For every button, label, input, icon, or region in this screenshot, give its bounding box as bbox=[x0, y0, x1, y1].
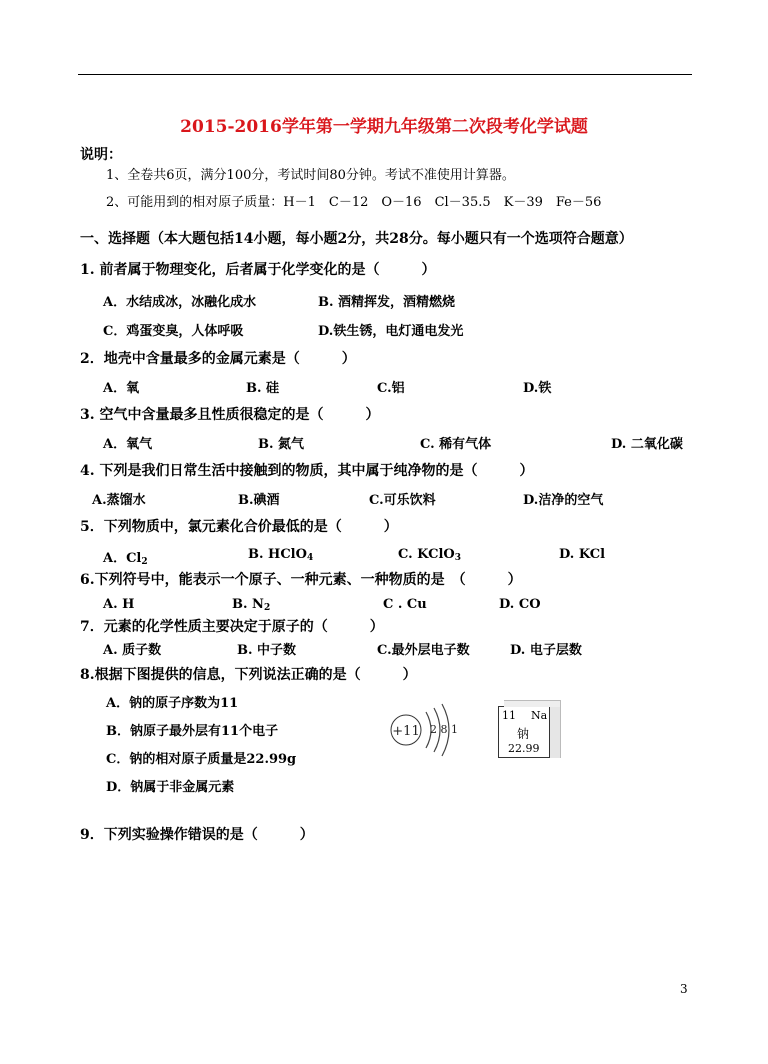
subscript: 2 bbox=[263, 603, 271, 613]
shell-electron-counts: 2 8 1 bbox=[430, 723, 458, 736]
question-3-option-c: C. 稀有气体 bbox=[420, 437, 492, 452]
subscript: 3 bbox=[454, 553, 461, 563]
question-1-option-d: D.铁生锈，电灯通电发光 bbox=[318, 324, 464, 339]
atomic-mass: 22.99 bbox=[508, 742, 540, 755]
question-7-option-b: B. 中子数 bbox=[237, 643, 297, 658]
question-4-stem: 4. 下列是我们日常生活中接触到的物质，其中属于纯净物的是（ ） bbox=[80, 463, 534, 479]
question-8-option-a: A．钠的原子序数为11 bbox=[106, 696, 239, 711]
question-3-stem: 3. 空气中含量最多且性质很稳定的是（ ） bbox=[80, 407, 380, 423]
question-2-option-a: A．氧 bbox=[103, 381, 140, 396]
question-5-option-d: D. KCl bbox=[559, 547, 606, 562]
question-8-option-b: B．钠原子最外层有11个电子 bbox=[106, 724, 279, 739]
question-2-stem: 2．地壳中含量最多的金属元素是（ ） bbox=[80, 351, 356, 367]
tile-shadow-side bbox=[550, 700, 561, 758]
question-7-stem: 7．元素的化学性质主要决定于原子的（ ） bbox=[80, 619, 384, 635]
question-6-option-d: D. CO bbox=[499, 597, 541, 612]
question-2-option-b: B. 硅 bbox=[246, 381, 280, 396]
tile-shadow-top bbox=[504, 700, 560, 707]
question-5-option-c bbox=[398, 547, 461, 563]
question-1-option-b: B. 酒精挥发，酒精燃烧 bbox=[318, 295, 456, 310]
question-9-stem: 9．下列实验操作错误的是（ ） bbox=[80, 827, 314, 843]
question-8-option-c: C．钠的相对原子质量是22.99g bbox=[106, 752, 297, 767]
option-text: B. HClO bbox=[248, 547, 307, 562]
option-text: A．Cl bbox=[103, 551, 142, 566]
header-rule bbox=[78, 74, 692, 75]
question-2-option-c: C.铝 bbox=[377, 381, 405, 396]
question-1-option-c: C．鸡蛋变臭，人体呼吸 bbox=[103, 324, 244, 339]
atomic-number: 11 bbox=[502, 709, 516, 722]
question-5-option-a bbox=[103, 547, 148, 567]
question-8-option-d: D．钠属于非金属元素 bbox=[106, 780, 235, 795]
sodium-atom-diagram bbox=[386, 696, 476, 760]
question-3-option-a: A．氧气 bbox=[103, 437, 153, 452]
question-5-stem: 5．下列物质中，氯元素化合价最低的是（ ） bbox=[80, 519, 398, 535]
element-symbol: Na bbox=[531, 709, 548, 722]
question-3-option-b: B. 氮气 bbox=[258, 437, 305, 452]
sodium-element-tile bbox=[498, 706, 550, 758]
question-7-option-c: C.最外层电子数 bbox=[377, 643, 470, 658]
section-heading: 一、选择题（本大题包括14小题，每小题2分，共28分。每小题只有一个选项符合题意） bbox=[80, 231, 633, 247]
question-8-stem: 8.根据下图提供的信息，下列说法正确的是（ ） bbox=[80, 667, 417, 683]
nucleus-label: +11 bbox=[392, 724, 420, 739]
option-text: C. KClO bbox=[398, 547, 455, 562]
question-5-option-b bbox=[248, 547, 313, 563]
question-1-option-a: A．水结成冰，冰融化成水 bbox=[103, 295, 257, 310]
element-name: 钠 bbox=[517, 727, 530, 741]
question-1-stem: 1. 前者属于物理变化，后者属于化学变化的是（ ） bbox=[80, 262, 436, 278]
subscript: 4 bbox=[306, 553, 314, 563]
question-7-option-a: A. 质子数 bbox=[103, 643, 162, 658]
intro-line-1: 1、全卷共6页，满分100分，考试时间80分钟。考试不准使用计算器。 bbox=[106, 168, 515, 183]
subscript: 2 bbox=[141, 557, 148, 567]
question-7-option-d: D. 电子层数 bbox=[510, 643, 582, 658]
question-4-option-d: D.洁净的空气 bbox=[523, 493, 604, 508]
question-3-option-d: D. 二氧化碳 bbox=[611, 437, 683, 452]
question-2-option-d: D.铁 bbox=[523, 381, 552, 396]
option-text: B. N bbox=[232, 597, 264, 612]
intro-heading: 说明： bbox=[80, 147, 122, 163]
page-title: 2015-2016学年第一学期九年级第二次段考化学试题 bbox=[180, 117, 588, 137]
intro-line-2: 2、可能用到的相对原子质量：H－1 C－12 O－16 Cl－35.5 K－39 Fe－56 bbox=[106, 195, 602, 210]
page-number: 3 bbox=[680, 982, 688, 996]
question-6-option-a: A. H bbox=[103, 597, 135, 612]
question-4-option-c: C.可乐饮料 bbox=[369, 493, 436, 508]
question-6-option-b bbox=[232, 597, 270, 613]
question-6-stem: 6.下列符号中，能表示一个原子、一种元素、一种物质的是 （ ） bbox=[80, 572, 522, 588]
question-4-option-b: B.碘酒 bbox=[238, 493, 280, 508]
question-4-option-a: A.蒸馏水 bbox=[92, 493, 146, 508]
question-6-option-c: C . Cu bbox=[383, 597, 427, 612]
